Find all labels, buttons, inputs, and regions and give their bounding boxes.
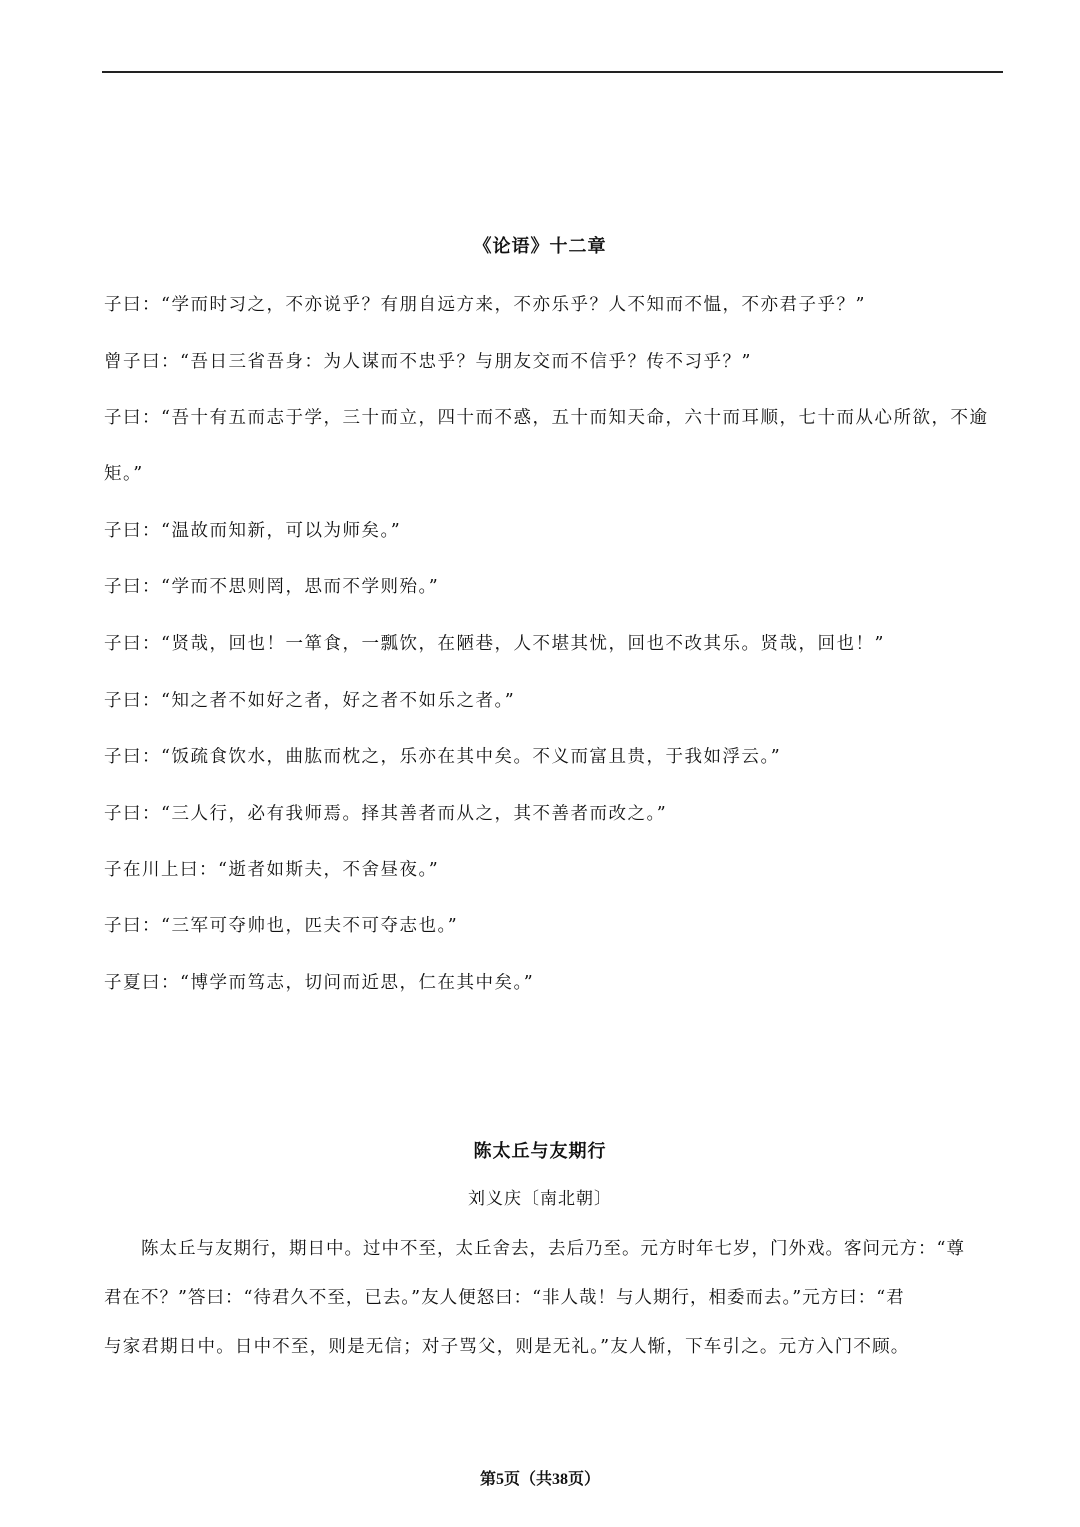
text-line: 子曰：“贤哉，回也！一箪食，一瓢饮，在陋巷，人不堪其忧，回也不改其乐。贤哉，回也！” bbox=[104, 634, 885, 654]
text-line: 子曰：“知之者不如好之者，好之者不如乐之者。” bbox=[104, 691, 516, 711]
text-line: 子曰：“学而时习之，不亦说乎？有朋自远方来，不亦乐乎？人不知而不愠，不亦君子乎？” bbox=[104, 295, 866, 315]
paragraph-line: 与家君期日中。日中不至，则是无信；对子骂父，则是无礼。”友人惭，下车引之。元方入门不顾。 bbox=[104, 1337, 910, 1357]
text-line: 子曰：“温故而知新，可以为师矣。” bbox=[104, 521, 402, 541]
text-line: 子曰：“三人行，必有我师焉。择其善者而从之，其不善者而改之。” bbox=[104, 804, 668, 824]
section-title-chentaiqiu: 陈太丘与友期行 bbox=[473, 1141, 607, 1162]
paragraph-line: 君在不？”答曰：“待君久不至，已去。”友人便怒曰：“非人哉！与人期行，相委而去。”元方曰：“君 bbox=[104, 1288, 905, 1308]
text-line: 子曰：“饭疏食饮水，曲肱而枕之，乐亦在其中矣。不义而富且贵，于我如浮云。” bbox=[104, 747, 782, 767]
paragraph-line: 陈太丘与友期行，期日中。过中不至，太丘舍去，去后乃至。元方时年七岁，门外戏。客问元方：“尊 bbox=[141, 1239, 965, 1259]
text-line: 子曰：“学而不思则罔，思而不学则殆。” bbox=[104, 577, 440, 597]
page-number: 第5页（共38页） bbox=[479, 1471, 600, 1488]
section-title-lunyu: 《论语》十二章 bbox=[473, 236, 607, 257]
header-rule bbox=[102, 71, 1003, 73]
text-line: 子在川上曰：“逝者如斯夫，不舍昼夜。” bbox=[104, 860, 440, 880]
text-line: 子夏曰：“博学而笃志，切问而近思，仁在其中矣。” bbox=[104, 973, 535, 993]
text-line: 子曰：“三军可夺帅也，匹夫不可夺志也。” bbox=[104, 916, 459, 936]
text-line: 曾子曰：“吾日三省吾身：为人谋而不忠乎？与朋友交而不信乎？传不习乎？” bbox=[104, 352, 752, 372]
text-line: 矩。” bbox=[104, 464, 144, 484]
author-line: 刘义庆〔南北朝〕 bbox=[468, 1189, 612, 1209]
text-line: 子曰：“吾十有五而志于学，三十而立，四十而不惑，五十而知天命，六十而耳顺，七十而从心所欲，不逾 bbox=[104, 408, 989, 428]
